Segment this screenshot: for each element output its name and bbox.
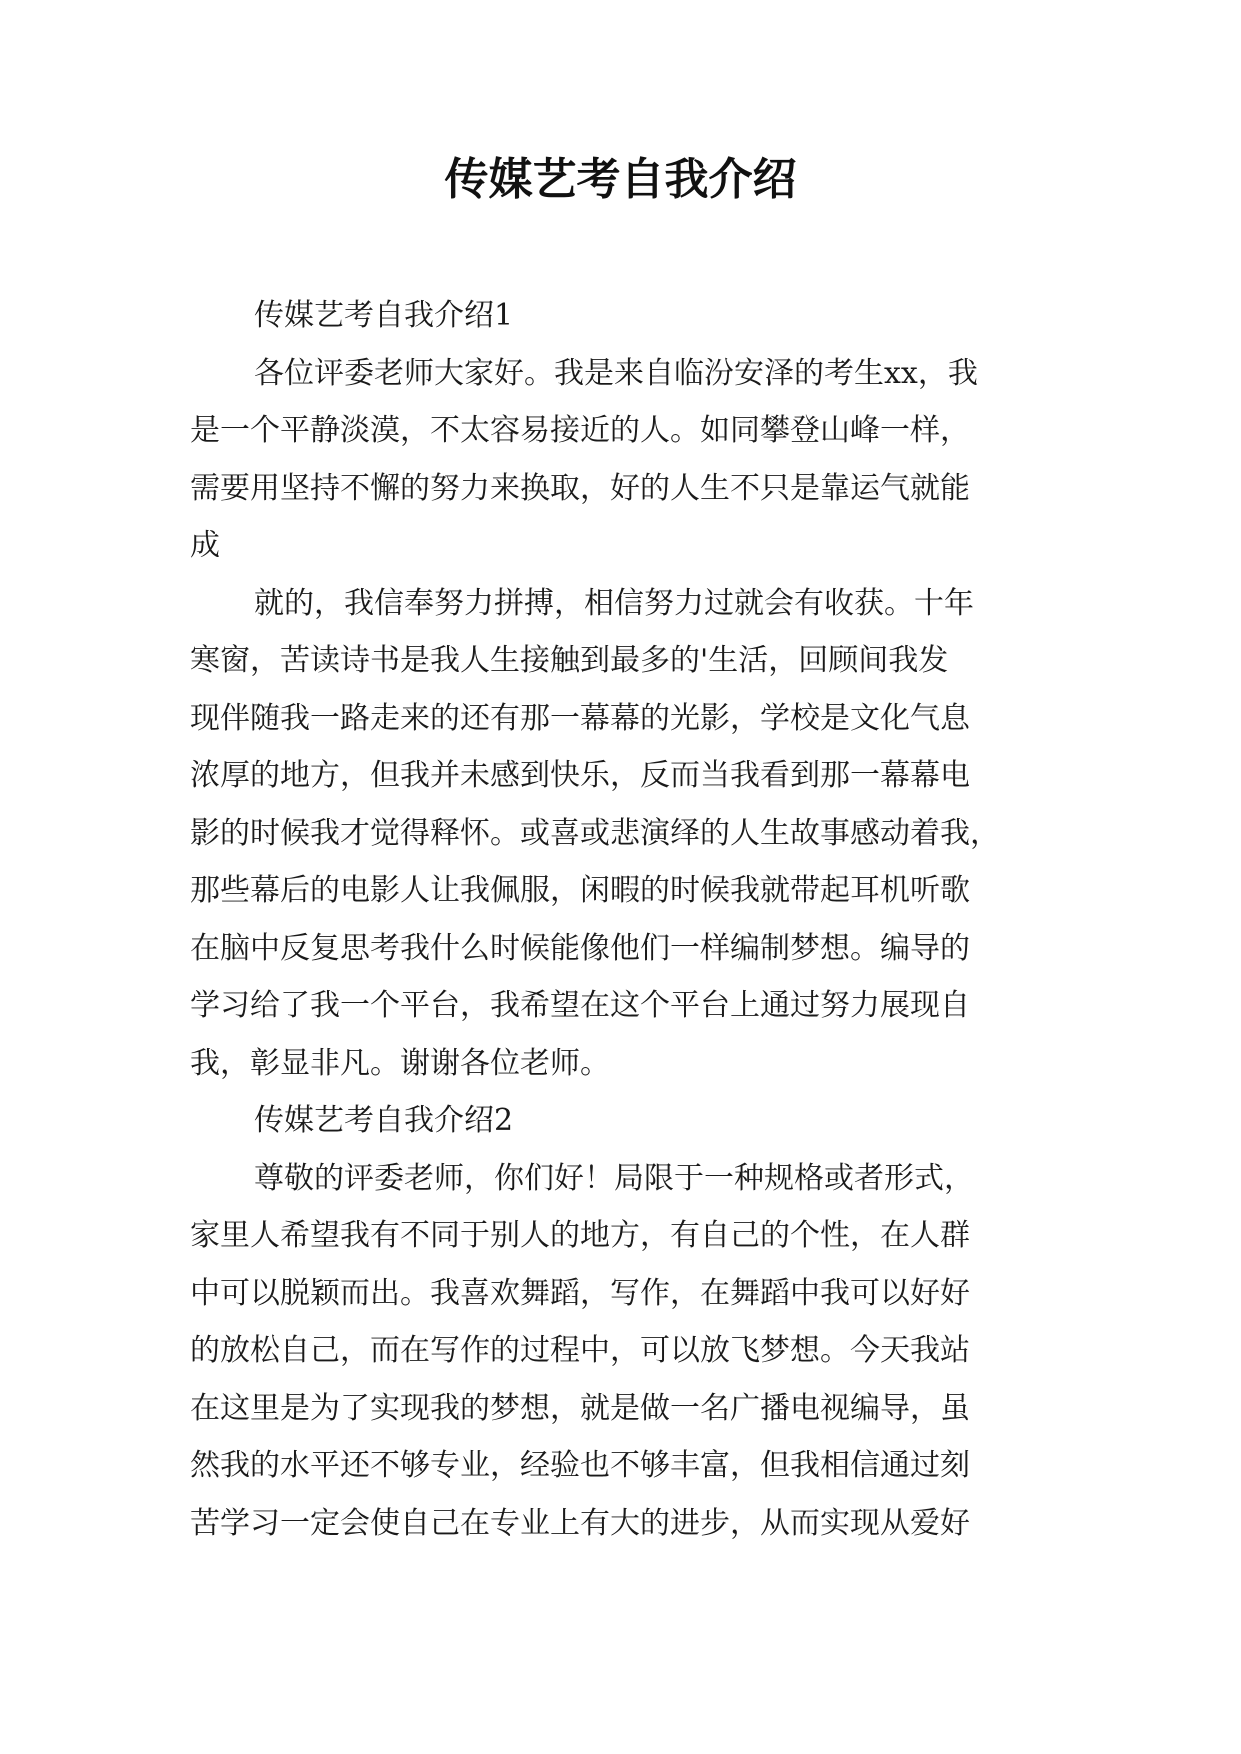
body-line: 寒窗，苦读诗书是我人生接触到最多的'生活，回顾间我发 — [190, 643, 949, 678]
document-title: 传媒艺考自我介绍 — [444, 154, 797, 205]
body-line: 各位评委老师大家好。我是来自临汾安泽的考生xx，我 — [254, 355, 978, 391]
body-line: 成 — [190, 528, 220, 563]
body-line: 浓厚的地方，但我并未感到快乐，反而当我看到那一幕幕电 — [190, 758, 970, 793]
body-line: 在脑中反复思考我什么时候能像他们一样编制梦想。编导的 — [190, 930, 970, 966]
body-line: 苦学习一定会使自己在专业上有大的进步，从而实现从爱好 — [190, 1505, 970, 1541]
body-line: 学习给了我一个平台，我希望在这个平台上通过努力展现自 — [190, 988, 970, 1023]
body-line: 我，彰显非凡。谢谢各位老师。 — [190, 1045, 610, 1081]
body-line: 然我的水平还不够专业，经验也不够丰富，但我相信通过刻 — [190, 1448, 970, 1483]
body-line: 是一个平静淡漠，不太容易接近的人。如同攀登山峰一样， — [190, 413, 970, 448]
document-body — [190, 287, 1050, 1552]
body-line: 需要用坚持不懈的努力来换取，好的人生不只是靠运气就能 — [190, 470, 970, 506]
body-line: 影的时候我才觉得释怀。或喜或悲演绎的人生故事感动着我， — [190, 815, 1000, 851]
body-line: 尊敬的评委老师，你们好！局限于一种规格或者形式， — [254, 1160, 974, 1196]
body-line: 的放松自己，而在写作的过程中，可以放飞梦想。今天我站 — [190, 1333, 970, 1368]
body-line: 那些幕后的电影人让我佩服，闲暇的时候我就带起耳机听歌 — [190, 873, 970, 908]
body-line: 现伴随我一路走来的还有那一幕幕的光影，学校是文化气息 — [190, 700, 970, 736]
body-line: 家里人希望我有不同于别人的地方，有自己的个性，在人群 — [190, 1218, 970, 1253]
section-heading-1: 传媒艺考自我介绍1 — [254, 298, 514, 333]
section-heading-2: 传媒艺考自我介绍2 — [254, 1103, 514, 1138]
body-line: 在这里是为了实现我的梦想，就是做一名广播电视编导，虽 — [190, 1390, 970, 1426]
body-line: 就的，我信奉努力拼搏，相信努力过就会有收获。十年 — [254, 585, 974, 621]
body-line: 中可以脱颖而出。我喜欢舞蹈，写作，在舞蹈中我可以好好 — [190, 1275, 970, 1311]
